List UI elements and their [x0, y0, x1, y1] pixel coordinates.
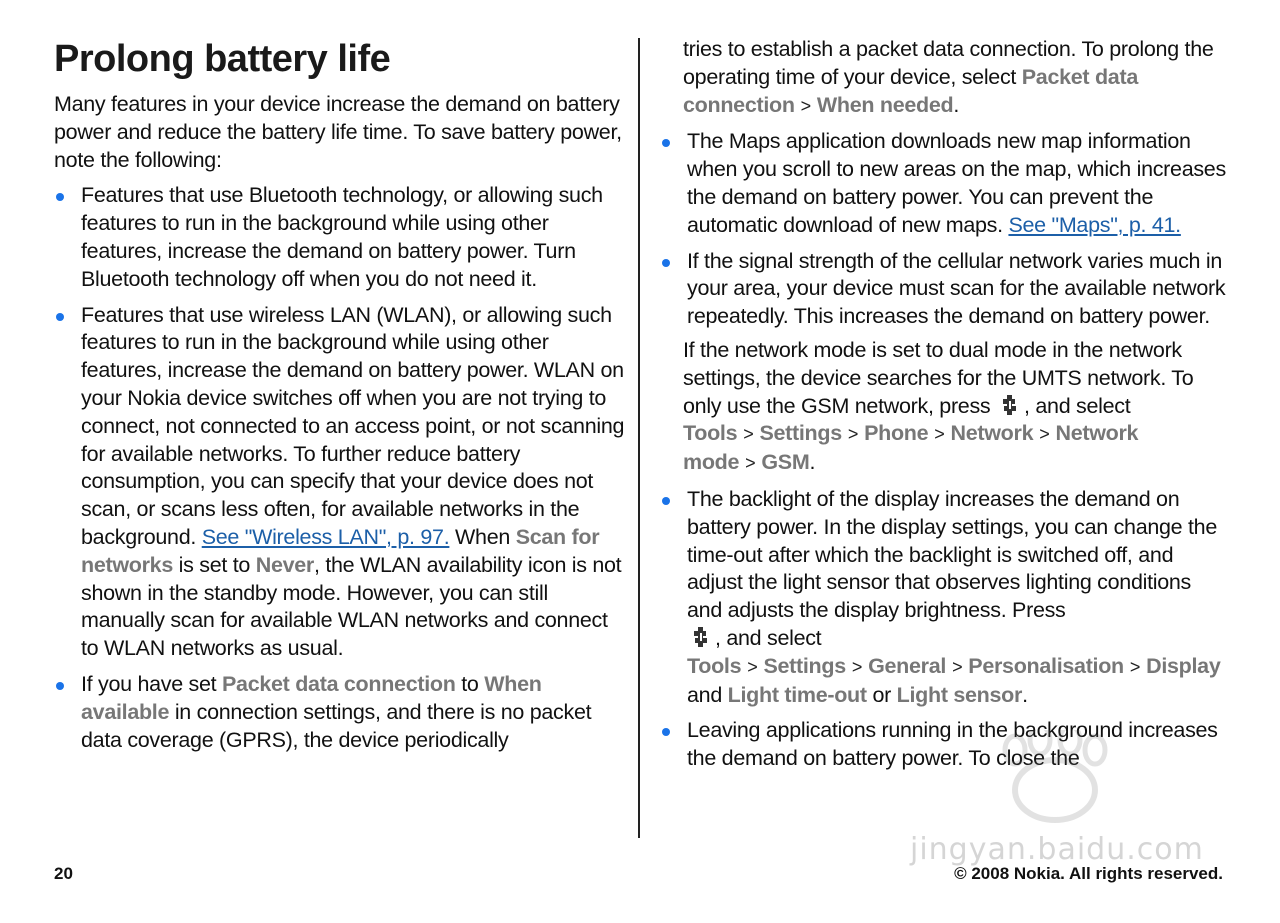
maps-link[interactable]: See "Maps", p. 41.: [1008, 212, 1181, 237]
bullet-icon: [662, 259, 670, 267]
intro-paragraph: Many features in your device increase the demand on battery power and reduce the battery life time. To save battery power, note the following:: [54, 92, 622, 172]
left-column: [54, 0, 629, 762]
bullet-icon: [662, 497, 670, 505]
list-item-packet-data: If you have set Packet data connection to When available in connection settings, and there is no packet data coverage (GPRS), the device periodically: [54, 671, 629, 754]
menu-never: Never: [255, 552, 314, 577]
column-divider: [638, 38, 640, 838]
tips-list-left: [54, 182, 629, 754]
list-item-background-apps: Leaving applications running in the background increases the demand on battery power. To close the: [660, 717, 1230, 773]
bullet-icon: [56, 682, 64, 690]
dual-mode-paragraph: If the network mode is set to dual mode in the network settings, the device searches for the UMTS network. To only use the GSM network, press , and select Tools > Settings > Phone > Network > Network mode > GSM.: [683, 337, 1194, 475]
list-item-signal: If the signal strength of the cellular network varies much in your area, your device must scan for the available network repeatedly. This increases the demand on battery power.: [660, 248, 1230, 331]
copyright: © 2008 Nokia. All rights reserved.: [954, 864, 1223, 883]
page-title: Prolong battery life: [54, 38, 391, 80]
list-item-maps: The Maps application downloads new map information when you scroll to new areas on the map, which increases the demand on battery power. You can prevent the automatic download of new maps. See "Maps", p. 41.: [660, 128, 1230, 239]
menu-when-available: When available: [81, 671, 542, 724]
wireless-lan-link[interactable]: See "Wireless LAN", p. 97.: [201, 524, 450, 549]
bullet-icon: [56, 193, 64, 201]
list-item-backlight: The backlight of the display increases the demand on battery power. In the display settings, you can change the time-out after which the backlight is switched off, and adjust the light sensor that observes lighting conditions and adjusts the display brightness. Press , and select Tools > Settings > General > Personalisation > Display and Light time-out or Light sensor.: [660, 486, 1230, 709]
packet-data-continuation: tries to establish a packet data connection. To prolong the operating time of your device, select Packet data connection > When needed.: [683, 37, 1214, 117]
right-column: [660, 36, 1230, 781]
bullet-icon: [56, 313, 64, 321]
tips-list-right: [660, 128, 1230, 331]
menu-packet-data-connection: Packet data connection: [222, 671, 456, 696]
menu-key-icon: [1002, 393, 1018, 417]
bullet-icon: [662, 728, 670, 736]
watermark-text: jingyan.baidu.com: [910, 832, 1204, 867]
menu-scan-for-networks: Scan for networks: [81, 524, 600, 577]
page-number: 20: [54, 864, 73, 883]
list-item-bluetooth: Features that use Bluetooth technology, or allowing such features to run in the background while using other features, increase the demand on battery power. Turn Bluetooth technology off when you do not need it.: [54, 182, 629, 293]
menu-key-icon: [693, 625, 709, 649]
bullet-icon: [662, 139, 670, 147]
list-item-wlan: Features that use wireless LAN (WLAN), or allowing such features to run in the background while using other features, increase the demand on battery power. WLAN on your Nokia device switches off when you are not trying to connect, not connected to an access point, or not scanning for available networks. To further reduce battery consumption, you can specify that your device does not scan, or scans less often, for available networks in the background. See "Wireless LAN", p. 97. When Scan for networks is set to Never, the WLAN availability icon is not shown in the standby mode. However, you can still manually scan for available WLAN networks and connect to WLAN networks as usual.: [54, 302, 629, 663]
